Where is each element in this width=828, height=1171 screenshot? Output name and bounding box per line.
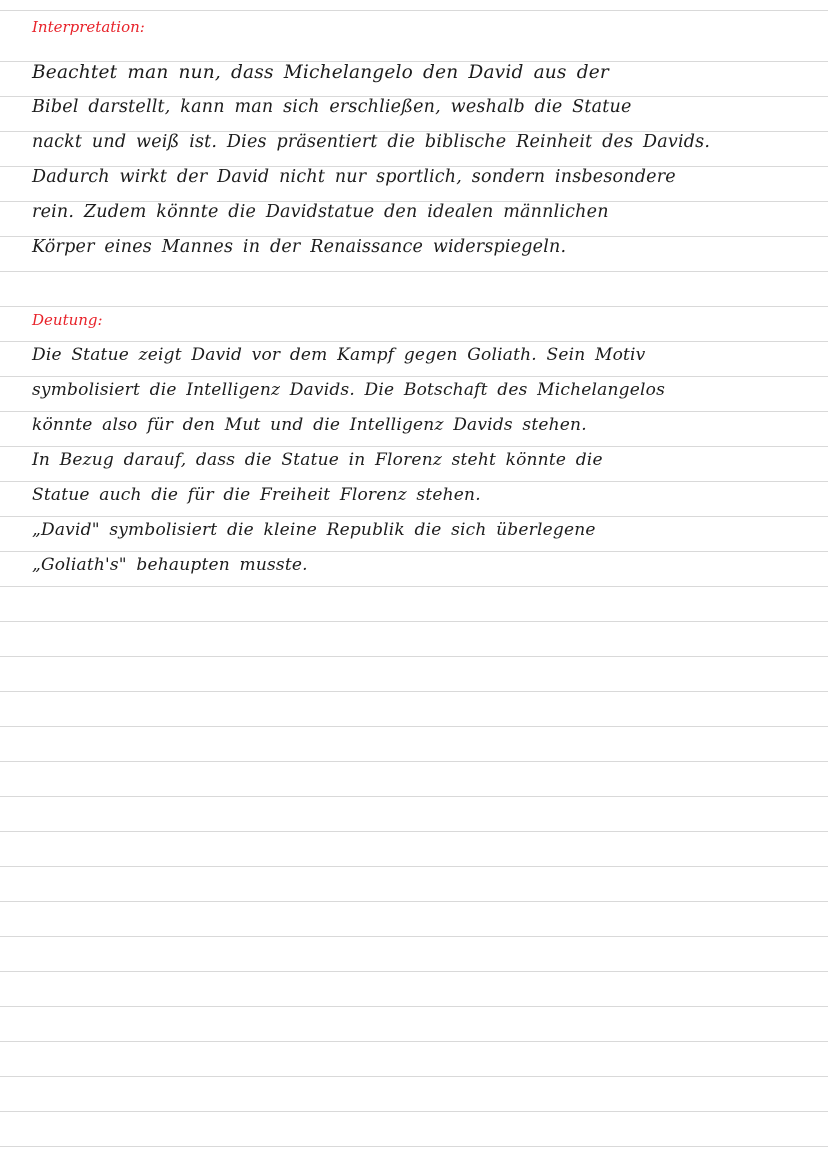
interpretation-line-2: Bibel darstellt, kann man sich erschließen, weshalb die Statue xyxy=(32,97,632,117)
deutung-line-3: könnte also für den Mut und die Intelligenz Davids stehen. xyxy=(32,415,587,435)
interpretation-line-3: nackt und weiß ist. Dies präsentiert die biblische Reinheit des Davids. xyxy=(32,132,711,152)
deutung-section-heading xyxy=(32,313,814,328)
deutung-line-2: symbolisiert die Intelligenz Davids. Die Botschaft des Michelangelos xyxy=(32,380,665,400)
deutung-line-7: „Goliath's" behaupten musste. xyxy=(32,555,308,575)
interpretation-line-1: Beachtet man nun, dass Michelangelo den David aus der xyxy=(32,62,609,83)
interpretation-paragraph xyxy=(32,55,814,265)
deutung-line-1: Die Statue zeigt David vor dem Kampf gegen Goliath. Sein Motiv xyxy=(32,345,646,365)
interpretation-line-4: Dadurch wirkt der David nicht nur sportlich, sondern insbesondere xyxy=(32,167,676,187)
deutung-line-4: In Bezug darauf, dass die Statue in Florenz steht könnte die xyxy=(32,450,603,470)
deutung-heading: Deutung: xyxy=(32,311,103,329)
deutung-line-5: Statue auch die für die Freiheit Florenz stehen. xyxy=(32,485,481,505)
interpretation-section-heading xyxy=(32,20,814,35)
deutung-paragraph xyxy=(32,338,814,583)
interpretation-heading: Interpretation: xyxy=(32,18,145,36)
deutung-line-6: „David" symbolisiert die kleine Republik die sich überlegene xyxy=(32,520,596,540)
interpretation-line-5: rein. Zudem könnte die Davidstatue den idealen männlichen xyxy=(32,202,609,222)
interpretation-line-6: Körper eines Mannes in der Renaissance widerspiegeln. xyxy=(32,237,567,257)
